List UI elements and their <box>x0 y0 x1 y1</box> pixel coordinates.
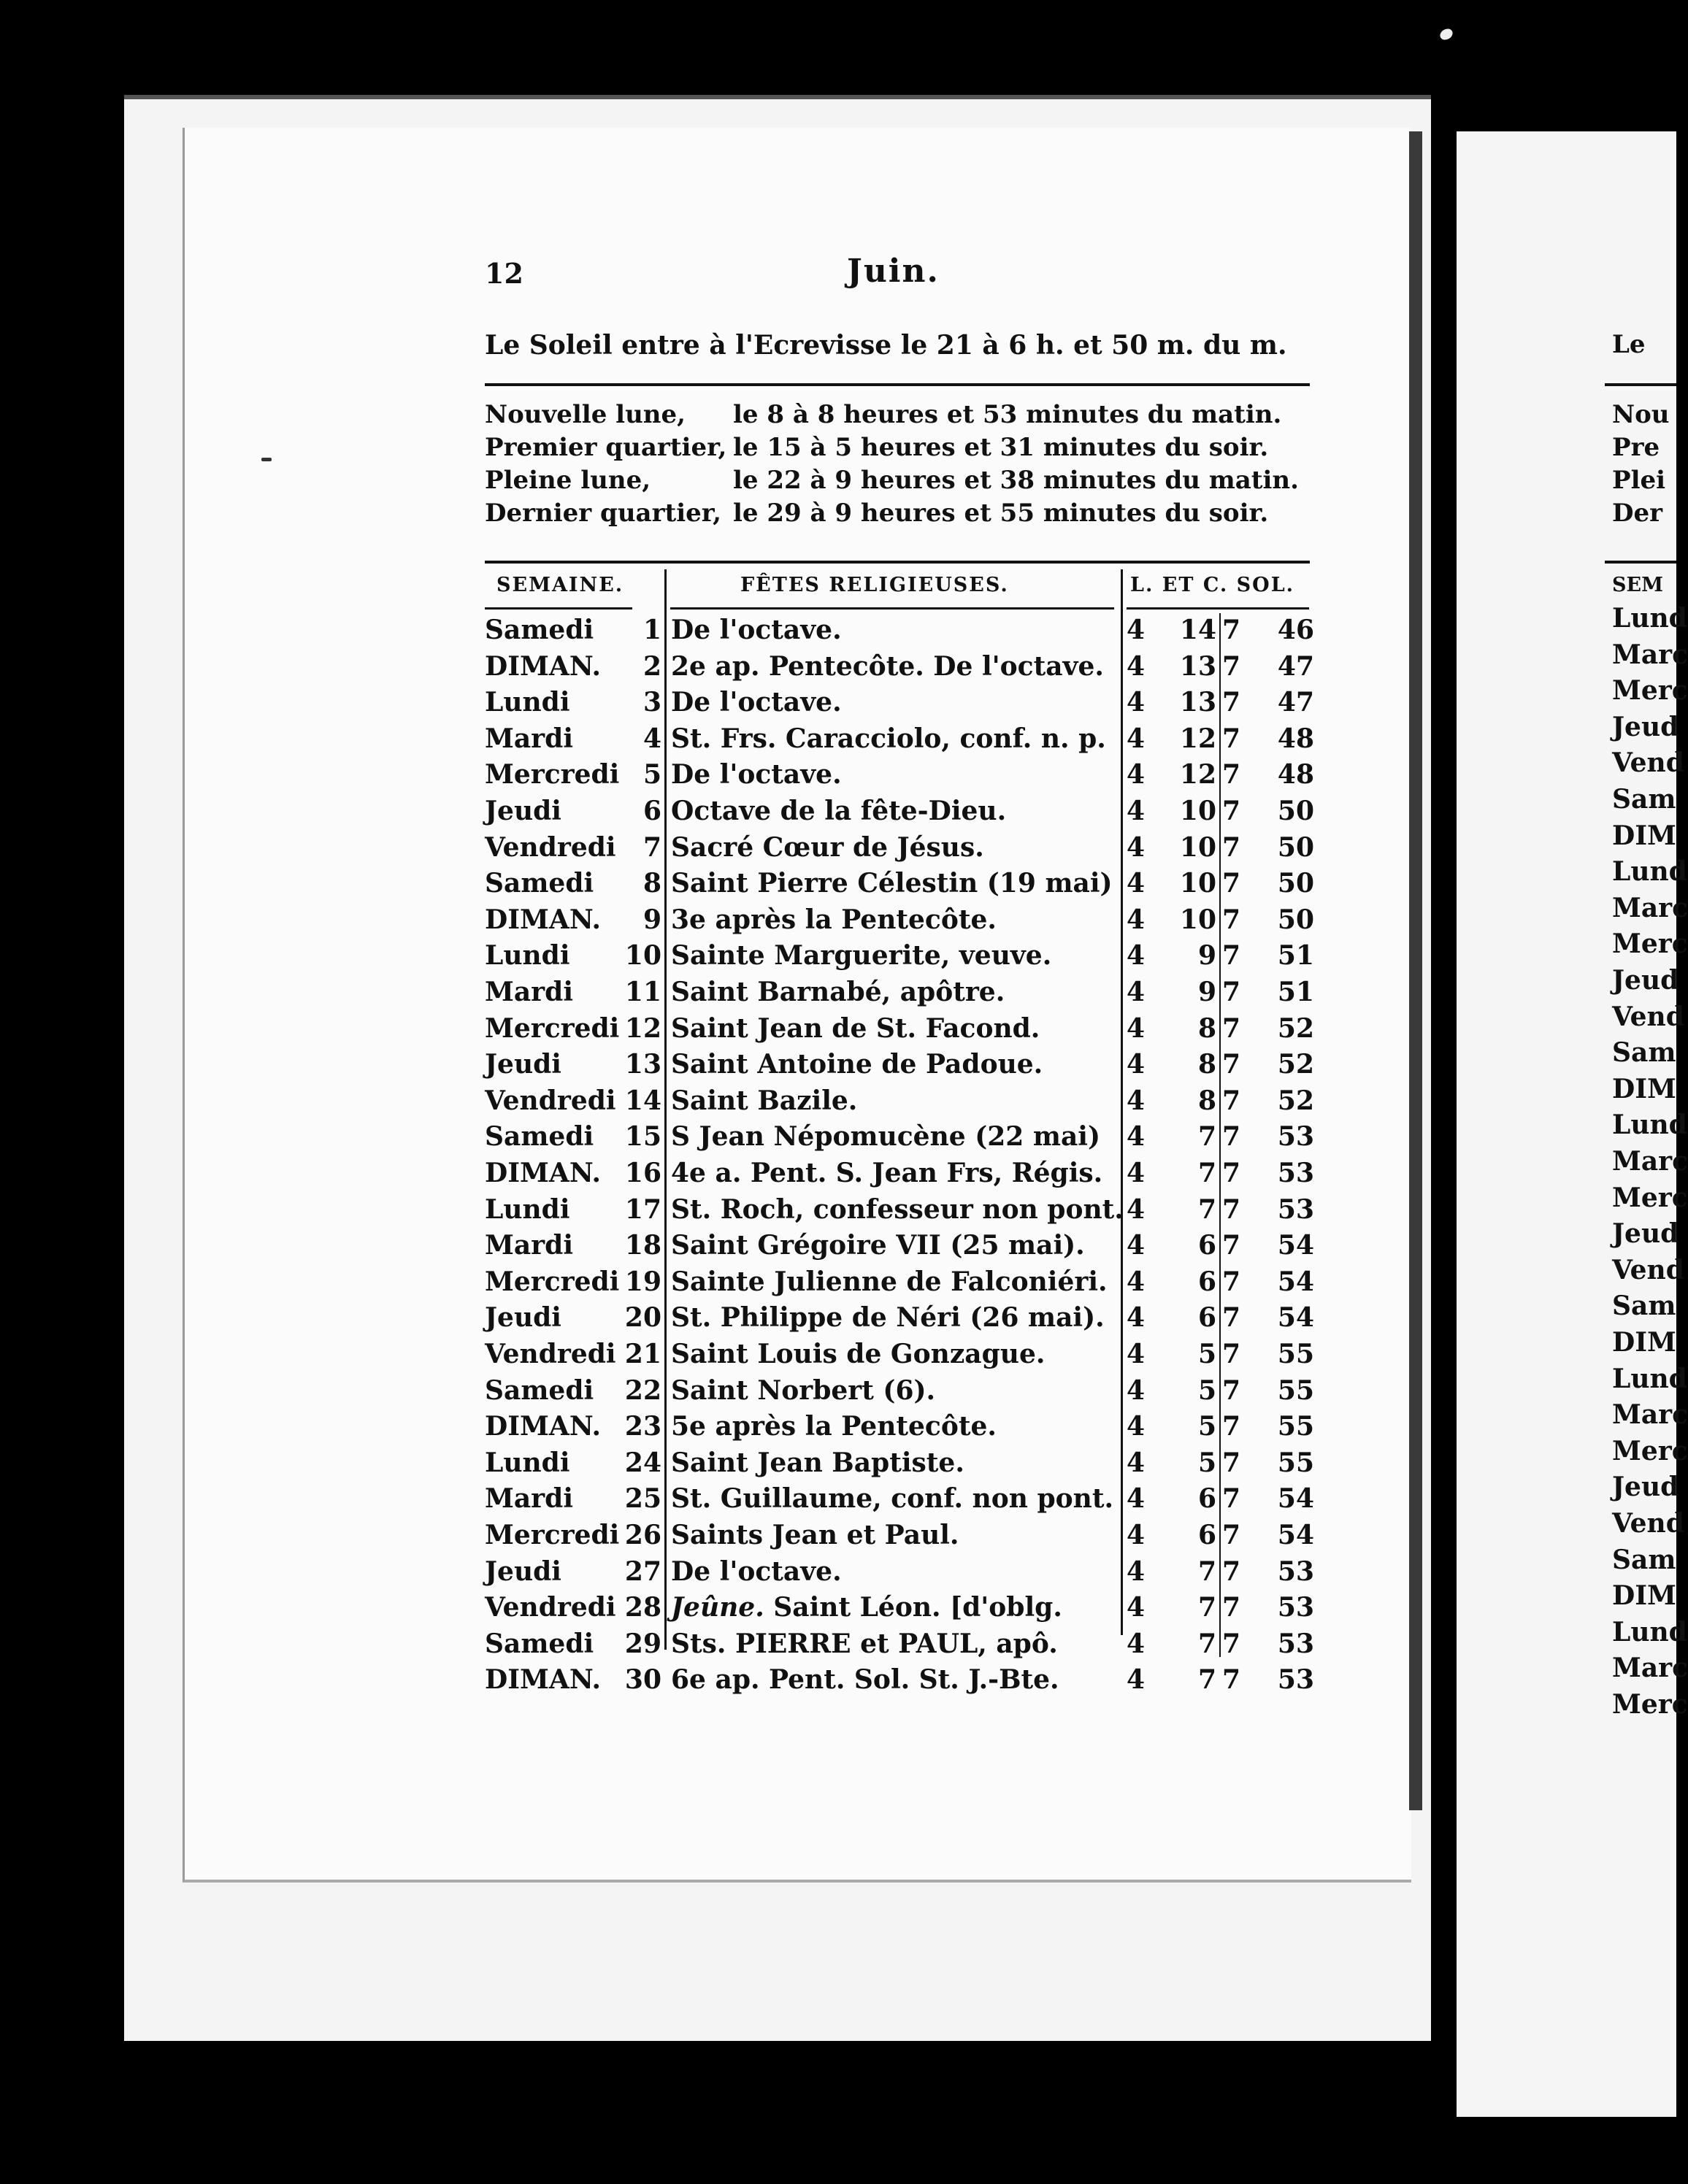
feast-name: Saints Jean et Paul. <box>671 1520 959 1550</box>
sunset-hour: 7 <box>1222 1447 1241 1478</box>
right-page-rule <box>1605 383 1676 386</box>
sunrise-minute: 9 <box>1197 940 1216 972</box>
solar-note: Le Soleil entre à l'Ecrevisse le 21 à 6 h. et 50 m. du m. <box>485 330 1287 361</box>
right-page-moon-fragment: Der <box>1612 499 1663 528</box>
sunrise-hour: 4 <box>1127 1339 1146 1369</box>
weekday: DIMAN. <box>485 904 601 935</box>
sunset-minute: 51 <box>1277 977 1314 1007</box>
sunrise-hour: 4 <box>1127 1447 1146 1478</box>
right-page-day-fragment: Marc <box>1612 892 1688 923</box>
sunset-minute: 50 <box>1277 868 1314 899</box>
moon-phase-detail: le 15 à 5 heures et 31 minutes du soir. <box>733 433 1269 462</box>
day-number: 3 <box>642 687 661 718</box>
feast-name: Octave de la fête-Dieu. <box>671 796 1007 826</box>
sunrise-hour: 4 <box>1127 650 1146 682</box>
right-page-day-fragment: Jeud <box>1612 1218 1679 1250</box>
header-sol: L. ET C. SOL. <box>1130 574 1295 596</box>
weekday: Lundi <box>485 1193 570 1225</box>
day-number: 23 <box>624 1411 661 1442</box>
right-page-day-fragment: Jeud <box>1612 965 1679 996</box>
sunset-minute: 53 <box>1277 1158 1314 1188</box>
right-page-day-fragment: Merc <box>1612 1435 1688 1466</box>
sunrise-minute: 7 <box>1197 1193 1216 1225</box>
dust-speck <box>1438 26 1455 42</box>
sunset-minute: 53 <box>1277 1121 1314 1153</box>
header-semaine: SEMAINE. <box>496 574 624 596</box>
weekday: Lundi <box>485 687 570 718</box>
right-page-day-fragment: Jeud <box>1612 1472 1679 1503</box>
day-number: 10 <box>624 940 661 972</box>
sunrise-hour: 4 <box>1127 904 1146 935</box>
sunrise-hour: 4 <box>1127 1520 1146 1550</box>
moon-phase-line <box>485 400 1332 429</box>
sunset-minute: 55 <box>1277 1411 1314 1442</box>
day-number: 9 <box>642 904 661 935</box>
day-number: 26 <box>624 1520 661 1550</box>
right-page-day-fragment: Sam <box>1612 784 1676 815</box>
sunrise-hour: 4 <box>1127 1121 1146 1153</box>
sunrise-minute: 5 <box>1197 1374 1216 1406</box>
sunrise-minute: 5 <box>1197 1447 1216 1478</box>
right-page-day-fragment: Marc <box>1612 1653 1688 1684</box>
day-number: 7 <box>642 831 661 863</box>
sunrise-minute: 7 <box>1197 1158 1216 1188</box>
feast-name: 2e ap. Pentecôte. De l'octave. <box>671 650 1104 682</box>
weekday: Vendredi <box>485 831 616 863</box>
sunset-hour: 7 <box>1222 1339 1241 1369</box>
day-number: 21 <box>624 1339 661 1369</box>
sunrise-minute: 8 <box>1197 1085 1216 1116</box>
right-page-day-fragment: Marc <box>1612 1146 1688 1177</box>
feast-name: Saint Bazile. <box>671 1085 858 1116</box>
sunset-hour: 7 <box>1222 1664 1241 1696</box>
sunset-minute: 54 <box>1277 1230 1314 1261</box>
feast-name: Jeûne. Saint Léon. [d'oblg. <box>671 1592 1062 1623</box>
day-number: 14 <box>624 1085 661 1116</box>
day-number: 2 <box>642 650 661 682</box>
weekday: Mardi <box>485 723 573 754</box>
right-page-header: SEM <box>1612 574 1663 596</box>
day-number: 17 <box>624 1193 661 1225</box>
sunrise-hour: 4 <box>1127 1302 1146 1334</box>
right-page-day-fragment: Marc <box>1612 1399 1688 1431</box>
day-number: 19 <box>624 1266 661 1297</box>
sunrise-hour: 4 <box>1127 1085 1146 1116</box>
ink-smudge <box>261 458 272 461</box>
feast-name: Saint Antoine de Padoue. <box>671 1049 1043 1080</box>
right-page-moon-fragment: Nou <box>1612 400 1670 429</box>
right-page-day-fragment: Merc <box>1612 675 1688 707</box>
weekday: Vendredi <box>485 1339 616 1369</box>
sunset-minute: 52 <box>1277 1049 1314 1080</box>
weekday: DIMAN. <box>485 1664 601 1696</box>
weekday: Mardi <box>485 1230 573 1261</box>
sunset-hour: 7 <box>1222 1520 1241 1550</box>
weekday: DIMAN. <box>485 650 601 682</box>
day-number: 12 <box>624 1012 661 1044</box>
right-page-day-fragment: Vend <box>1612 747 1684 779</box>
sunrise-hour: 4 <box>1127 615 1146 645</box>
sunset-hour: 7 <box>1222 759 1241 791</box>
feast-name: Saint Pierre Célestin (19 mai) <box>671 868 1113 899</box>
moon-phase-name: Premier quartier, <box>485 433 727 462</box>
sunrise-hour: 4 <box>1127 940 1146 972</box>
day-number: 15 <box>624 1121 661 1153</box>
day-number: 18 <box>624 1230 661 1261</box>
sunrise-hour: 4 <box>1127 1592 1146 1623</box>
sunset-minute: 48 <box>1277 723 1314 754</box>
sunset-minute: 55 <box>1277 1374 1314 1406</box>
day-number: 8 <box>642 868 661 899</box>
right-page-day-fragment: Lund <box>1612 1616 1687 1647</box>
sunrise-hour: 4 <box>1127 1628 1146 1659</box>
sunrise-minute: 7 <box>1197 1628 1216 1659</box>
day-number: 13 <box>624 1049 661 1080</box>
sunrise-minute: 12 <box>1179 759 1216 791</box>
right-page-day-fragment: Vend <box>1612 1001 1684 1032</box>
sunrise-minute: 7 <box>1197 1121 1216 1153</box>
sunrise-minute: 6 <box>1197 1483 1216 1515</box>
moon-phase-name: Nouvelle lune, <box>485 400 686 429</box>
header-underline-semaine <box>485 607 632 610</box>
feast-name: 5e après la Pentecôte. <box>671 1411 997 1442</box>
feast-name: St. Guillaume, conf. non pont. <box>671 1483 1113 1515</box>
sunrise-hour: 4 <box>1127 723 1146 754</box>
feast-name: Saint Louis de Gonzague. <box>671 1339 1046 1369</box>
right-page-day-fragment: Lund <box>1612 1110 1687 1141</box>
sunset-minute: 47 <box>1277 687 1314 718</box>
sunrise-minute: 5 <box>1197 1339 1216 1369</box>
feast-name: 3e après la Pentecôte. <box>671 904 997 935</box>
sunrise-minute: 6 <box>1197 1230 1216 1261</box>
day-number: 30 <box>624 1664 661 1696</box>
sunrise-hour: 4 <box>1127 868 1146 899</box>
sunset-hour: 7 <box>1222 1230 1241 1261</box>
header-fetes: FÊTES RELIGIEUSES. <box>740 574 1009 596</box>
sunset-minute: 53 <box>1277 1592 1314 1623</box>
weekday: Mercredi <box>485 759 620 791</box>
feast-name: Sacré Cœur de Jésus. <box>671 831 984 863</box>
sunset-hour: 7 <box>1222 831 1241 863</box>
header-underline-sol <box>1127 607 1309 610</box>
right-page-rule-2 <box>1605 561 1676 564</box>
weekday: Mardi <box>485 977 573 1007</box>
feast-name: St. Roch, confesseur non pont. <box>671 1193 1124 1225</box>
weekday: Mercredi <box>485 1520 620 1550</box>
sunrise-minute: 13 <box>1179 687 1216 718</box>
sunset-hour: 7 <box>1222 1012 1241 1044</box>
sunset-minute: 50 <box>1277 796 1314 826</box>
day-number: 25 <box>624 1483 661 1515</box>
sunrise-hour: 4 <box>1127 796 1146 826</box>
rule-under-headline <box>485 383 1310 386</box>
sunrise-hour: 4 <box>1127 1483 1146 1515</box>
sunset-hour: 7 <box>1222 1193 1241 1225</box>
right-page-day-fragment: Lund <box>1612 603 1687 634</box>
column-divider-sol <box>1219 613 1221 1657</box>
sunset-hour: 7 <box>1222 1628 1241 1659</box>
sunset-hour: 7 <box>1222 1049 1241 1080</box>
moon-phase-detail: le 29 à 9 heures et 55 minutes du soir. <box>733 499 1269 528</box>
sunrise-hour: 4 <box>1127 687 1146 718</box>
weekday: DIMAN. <box>485 1411 601 1442</box>
sunrise-minute: 8 <box>1197 1049 1216 1080</box>
sunset-minute: 52 <box>1277 1085 1314 1116</box>
right-page-moon-fragment: Pre <box>1612 433 1660 462</box>
weekday: Mardi <box>485 1483 573 1515</box>
sunrise-hour: 4 <box>1127 1049 1146 1080</box>
sunrise-hour: 4 <box>1127 759 1146 791</box>
sunset-hour: 7 <box>1222 868 1241 899</box>
moon-phase-line <box>485 433 1332 462</box>
day-number: 11 <box>624 977 661 1007</box>
weekday: Vendredi <box>485 1085 616 1116</box>
feast-name: Sainte Julienne de Falconiéri. <box>671 1266 1108 1297</box>
feast-name: Sts. PIERRE et PAUL, apô. <box>671 1628 1058 1659</box>
moon-phase-name: Pleine lune, <box>485 466 651 495</box>
sunrise-minute: 10 <box>1179 796 1216 826</box>
sunset-hour: 7 <box>1222 796 1241 826</box>
sunrise-hour: 4 <box>1127 831 1146 863</box>
sunset-hour: 7 <box>1222 1302 1241 1334</box>
rule-above-table <box>485 561 1310 564</box>
feast-name: Saint Norbert (6). <box>671 1374 936 1406</box>
feast-name: 4e a. Pent. S. Jean Frs, Régis. <box>671 1158 1103 1188</box>
right-page-day-fragment: Marc <box>1612 639 1688 670</box>
right-page-day-fragment: DIM <box>1612 1580 1676 1612</box>
feast-name: De l'octave. <box>671 615 842 645</box>
moon-phase-name: Dernier quartier, <box>485 499 722 528</box>
weekday: Jeudi <box>485 1049 561 1080</box>
sunset-hour: 7 <box>1222 1592 1241 1623</box>
sunset-hour: 7 <box>1222 723 1241 754</box>
sunrise-minute: 7 <box>1197 1664 1216 1696</box>
day-number: 5 <box>642 759 661 791</box>
feast-name: Saint Grégoire VII (25 mai). <box>671 1230 1085 1261</box>
weekday: Samedi <box>485 868 594 899</box>
right-page-day-fragment: DIM <box>1612 820 1676 851</box>
day-number: 27 <box>624 1556 661 1587</box>
sunrise-hour: 4 <box>1127 1193 1146 1225</box>
right-page-day-fragment: Vend <box>1612 1254 1684 1285</box>
feast-name: Sainte Marguerite, veuve. <box>671 940 1052 972</box>
sunset-hour: 7 <box>1222 1158 1241 1188</box>
moon-phase-line <box>485 499 1332 528</box>
sunset-minute: 54 <box>1277 1520 1314 1550</box>
sunset-hour: 7 <box>1222 615 1241 645</box>
sunrise-hour: 4 <box>1127 1374 1146 1406</box>
day-number: 4 <box>642 723 661 754</box>
month-title: Juin. <box>847 253 940 290</box>
weekday: Jeudi <box>485 796 561 826</box>
sunset-minute: 51 <box>1277 940 1314 972</box>
right-page-day-fragment: Merc <box>1612 1182 1688 1213</box>
sunrise-minute: 10 <box>1179 868 1216 899</box>
weekday: Samedi <box>485 1121 594 1153</box>
sunset-minute: 48 <box>1277 759 1314 791</box>
sunrise-hour: 4 <box>1127 1266 1146 1297</box>
weekday: Lundi <box>485 1447 570 1478</box>
right-page-day-fragment: Sam <box>1612 1037 1676 1069</box>
day-number: 29 <box>624 1628 661 1659</box>
feast-name: St. Frs. Caracciolo, conf. n. p. <box>671 723 1106 754</box>
sunrise-hour: 4 <box>1127 1012 1146 1044</box>
right-page-day-fragment: Merc <box>1612 928 1688 960</box>
sunset-minute: 53 <box>1277 1664 1314 1696</box>
sunset-minute: 47 <box>1277 650 1314 682</box>
sunrise-minute: 6 <box>1197 1520 1216 1550</box>
sunset-minute: 53 <box>1277 1556 1314 1587</box>
day-number: 20 <box>624 1302 661 1334</box>
weekday: Jeudi <box>485 1556 561 1587</box>
feast-name: De l'octave. <box>671 759 842 791</box>
day-number: 22 <box>624 1374 661 1406</box>
day-number: 1 <box>642 615 661 645</box>
book-gutter <box>1409 131 1422 1810</box>
moon-phase-detail: le 22 à 9 heures et 38 minutes du matin. <box>733 466 1299 495</box>
weekday: Mercredi <box>485 1012 620 1044</box>
sunrise-minute: 6 <box>1197 1266 1216 1297</box>
sunset-hour: 7 <box>1222 1085 1241 1116</box>
sunrise-minute: 6 <box>1197 1302 1216 1334</box>
sunset-minute: 50 <box>1277 831 1314 863</box>
feast-name: De l'octave. <box>671 1556 842 1587</box>
right-page-day-fragment: Sam <box>1612 1544 1676 1575</box>
sunrise-hour: 4 <box>1127 1158 1146 1188</box>
sunset-minute: 54 <box>1277 1483 1314 1515</box>
right-page-day-fragment: Sam <box>1612 1291 1676 1322</box>
weekday: DIMAN. <box>485 1158 601 1188</box>
sunrise-minute: 7 <box>1197 1556 1216 1587</box>
feast-name: Saint Jean Baptiste. <box>671 1447 964 1478</box>
right-page-day-fragment: Jeud <box>1612 711 1679 742</box>
column-divider-left <box>664 569 667 1650</box>
moon-phase-line <box>485 466 1332 495</box>
sunrise-minute: 14 <box>1179 615 1216 645</box>
sunset-minute: 50 <box>1277 904 1314 935</box>
sunset-hour: 7 <box>1222 977 1241 1007</box>
feast-name: S Jean Népomucène (22 mai) <box>671 1121 1100 1153</box>
sunrise-minute: 8 <box>1197 1012 1216 1044</box>
sunrise-minute: 7 <box>1197 1592 1216 1623</box>
weekday: Samedi <box>485 1374 594 1406</box>
right-page-day-fragment: Lund <box>1612 856 1687 888</box>
weekday: Vendredi <box>485 1592 616 1623</box>
weekday: Mercredi <box>485 1266 620 1297</box>
sunrise-hour: 4 <box>1127 977 1146 1007</box>
feast-name: De l'octave. <box>671 687 842 718</box>
sunset-minute: 52 <box>1277 1012 1314 1044</box>
day-number: 16 <box>624 1158 661 1188</box>
sunrise-minute: 12 <box>1179 723 1216 754</box>
sunrise-hour: 4 <box>1127 1556 1146 1587</box>
sunset-hour: 7 <box>1222 1411 1241 1442</box>
moon-phase-detail: le 8 à 8 heures et 53 minutes du matin. <box>733 400 1282 429</box>
sunset-minute: 54 <box>1277 1266 1314 1297</box>
sunset-minute: 55 <box>1277 1339 1314 1369</box>
weekday: Samedi <box>485 615 594 645</box>
right-page-moon-fragment: Plei <box>1612 466 1666 495</box>
sunset-hour: 7 <box>1222 904 1241 935</box>
sunset-hour: 7 <box>1222 1556 1241 1587</box>
right-page-day-fragment: Vend <box>1612 1508 1684 1539</box>
feast-name: 6e ap. Pent. Sol. St. J.-Bte. <box>671 1664 1059 1696</box>
sunrise-minute: 5 <box>1197 1411 1216 1442</box>
right-page-day-fragment: DIM <box>1612 1073 1676 1104</box>
sunset-hour: 7 <box>1222 940 1241 972</box>
page-number: 12 <box>485 257 523 290</box>
sunrise-hour: 4 <box>1127 1411 1146 1442</box>
right-page-day-fragment: Merc <box>1612 1689 1688 1720</box>
sunset-minute: 54 <box>1277 1302 1314 1334</box>
weekday: Samedi <box>485 1628 594 1659</box>
sunset-hour: 7 <box>1222 1483 1241 1515</box>
sunset-minute: 55 <box>1277 1447 1314 1478</box>
sunset-minute: 53 <box>1277 1193 1314 1225</box>
right-page-headline: Le <box>1612 330 1646 359</box>
column-divider-right <box>1121 569 1123 1635</box>
sunset-hour: 7 <box>1222 650 1241 682</box>
header-underline-fetes <box>670 607 1114 610</box>
sunset-hour: 7 <box>1222 687 1241 718</box>
feast-name: Saint Jean de St. Facond. <box>671 1012 1040 1044</box>
feast-name: Saint Barnabé, apôtre. <box>671 977 1005 1007</box>
weekday: Lundi <box>485 940 570 972</box>
sunrise-minute: 10 <box>1179 831 1216 863</box>
sunrise-minute: 10 <box>1179 904 1216 935</box>
day-number: 6 <box>642 796 661 826</box>
sunrise-hour: 4 <box>1127 1230 1146 1261</box>
day-number: 28 <box>624 1592 661 1623</box>
sunset-minute: 53 <box>1277 1628 1314 1659</box>
right-page-day-fragment: DIM <box>1612 1327 1676 1358</box>
sunset-hour: 7 <box>1222 1374 1241 1406</box>
weekday: Jeudi <box>485 1302 561 1334</box>
sunrise-hour: 4 <box>1127 1664 1146 1696</box>
right-page-day-fragment: Lund <box>1612 1363 1687 1394</box>
feast-name: St. Philippe de Néri (26 mai). <box>671 1302 1105 1334</box>
sunset-hour: 7 <box>1222 1266 1241 1297</box>
sunrise-minute: 13 <box>1179 650 1216 682</box>
sunrise-minute: 9 <box>1197 977 1216 1007</box>
day-number: 24 <box>624 1447 661 1478</box>
sunset-hour: 7 <box>1222 1121 1241 1153</box>
sunset-minute: 46 <box>1277 615 1314 645</box>
